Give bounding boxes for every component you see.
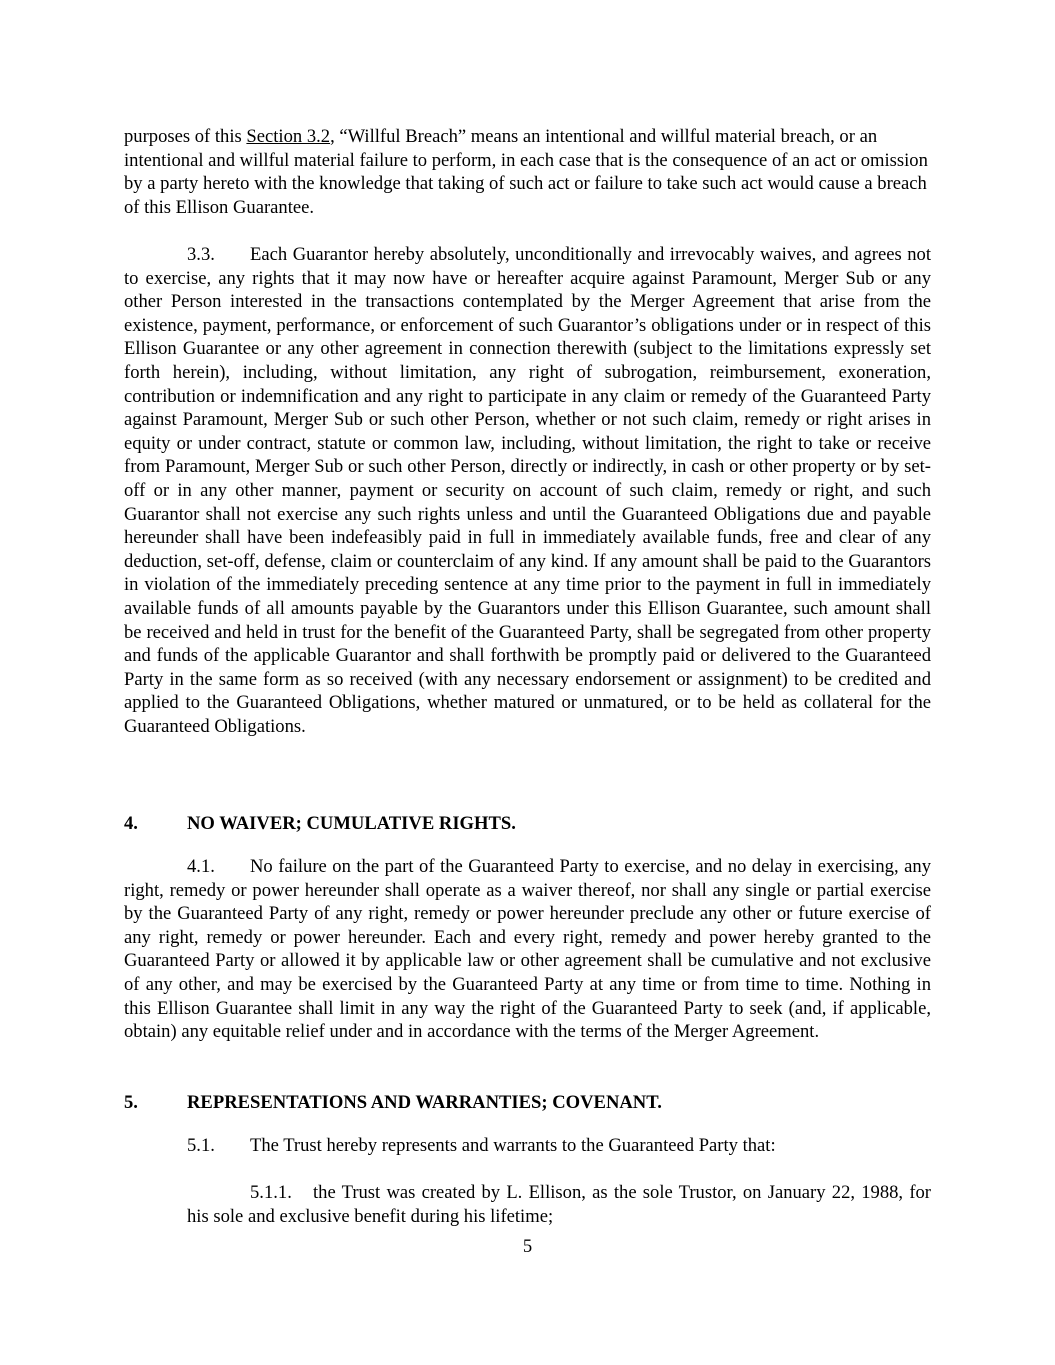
paragraph-3-2-text-start: purposes of this [124,126,247,147]
section-5-heading [124,1091,662,1115]
section-4-heading [124,812,516,836]
paragraph-3-2-tail [124,125,931,219]
paragraph-5-1-number: 5.1. [187,1135,215,1156]
section-5-title: REPRESENTATIONS AND WARRANTIES; COVENANT. [187,1092,662,1113]
section-4-title: NO WAIVER; CUMULATIVE RIGHTS. [187,813,516,834]
section-4-number: 4. [124,813,138,834]
paragraph-3-3 [124,243,931,738]
paragraph-4-1 [124,855,931,1044]
paragraph-5-1-1 [187,1181,931,1228]
paragraph-3-2-text-end: , “Willful Breach” means an intentional and willful material breach, or an intentional and willful material failure to perform, in each case that is the consequence of an act or omission by a party hereto with the knowledge that taking of such act or failure to take such act would cause a breach of this Ellison Guarantee. [124,126,928,218]
paragraph-5-1-1-number: 5.1.1. [250,1182,292,1203]
page-number: 5 [522,1236,533,1257]
section-5-number: 5. [124,1092,138,1113]
paragraph-4-1-number: 4.1. [187,856,215,877]
paragraph-3-3-number: 3.3. [187,244,215,265]
section-3-2-reference: Section 3.2 [246,126,331,147]
paragraph-5-1-text: The Trust hereby represents and warrants to the Guaranteed Party that: [250,1135,776,1156]
paragraph-5-1 [187,1134,776,1158]
paragraph-5-1-1-text: the Trust was created by L. Ellison, as the sole Trustor, on January 22, 1988, for his sole and exclusive benefit during his lifetime; [187,1182,931,1227]
paragraph-4-1-text: No failure on the part of the Guaranteed Party to exercise, and no delay in exercising, any right, remedy or power hereunder shall operate as a waiver thereof, nor shall any single or partial exercise by the Guaranteed Party of any right, remedy or power hereunder preclude any other or future exercise of any right, remedy or power hereunder. Each and every right, remedy and power hereby granted to the Guaranteed Party or allowed it by applicable law or other agreement shall be cumulative and not exclusive of any other, and may be exercised by the Guaranteed Party at any time or from time to time. Nothing in this Ellison Guarantee shall limit in any way the right of the Guaranteed Party to seek (and, if applicable, obtain) any equitable relief under and in accordance with the terms of the Merger Agreement. [124,856,931,1043]
paragraph-3-3-text: Each Guarantor hereby absolutely, unconditionally and irrevocably waives, and agrees not to exercise, any rights that it may now have or hereafter acquire against Paramount, Merger Sub or any other Person interested in the transactions contemplated by the Merger Agreement that arise from the existence, payment, performance, or enforcement of such Guarantor’s obligations under or in respect of this Ellison Guarantee or any other agreement in connection therewith (subject to the limitations expressly set forth herein), including, without limitation, any right of subrogation, reimbursement, exoneration, contribution or indemnification and any right to participate in any claim or remedy of the Guaranteed Party against Paramount, Merger Sub or such other Person, whether or not such claim, remedy or right arises in equity or under contract, statute or common law, including, without limitation, the right to take or receive from Paramount, Merger Sub or such other Person, directly or indirectly, in cash or other property or by set-off or in any other manner, payment or security on account of such claim, remedy or right, and such Guarantor shall not exercise any such rights unless and until the Guaranteed Obligations due and payable hereunder shall have been indefeasibly paid in full in immediately available funds, free and clear of any deduction, set-off, defense, claim or counterclaim of any kind. If any amount shall be paid to the Guarantors in violation of the immediately preceding sentence at any time prior to the payment in full in immediately available funds of all amounts payable by the Guarantors under this Ellison Guarantee, such amount shall be received and held in trust for the benefit of the Guaranteed Party, shall be segregated from other property and funds of the applicable Guarantor and shall forthwith be promptly paid or delivered to the Guaranteed Party in the same form as so received (with any necessary endorsement or assignment) to be credited and applied to the Guaranteed Obligations, whether matured or unmatured, or to be held as collateral for the Guaranteed Obligations. [124,244,931,737]
